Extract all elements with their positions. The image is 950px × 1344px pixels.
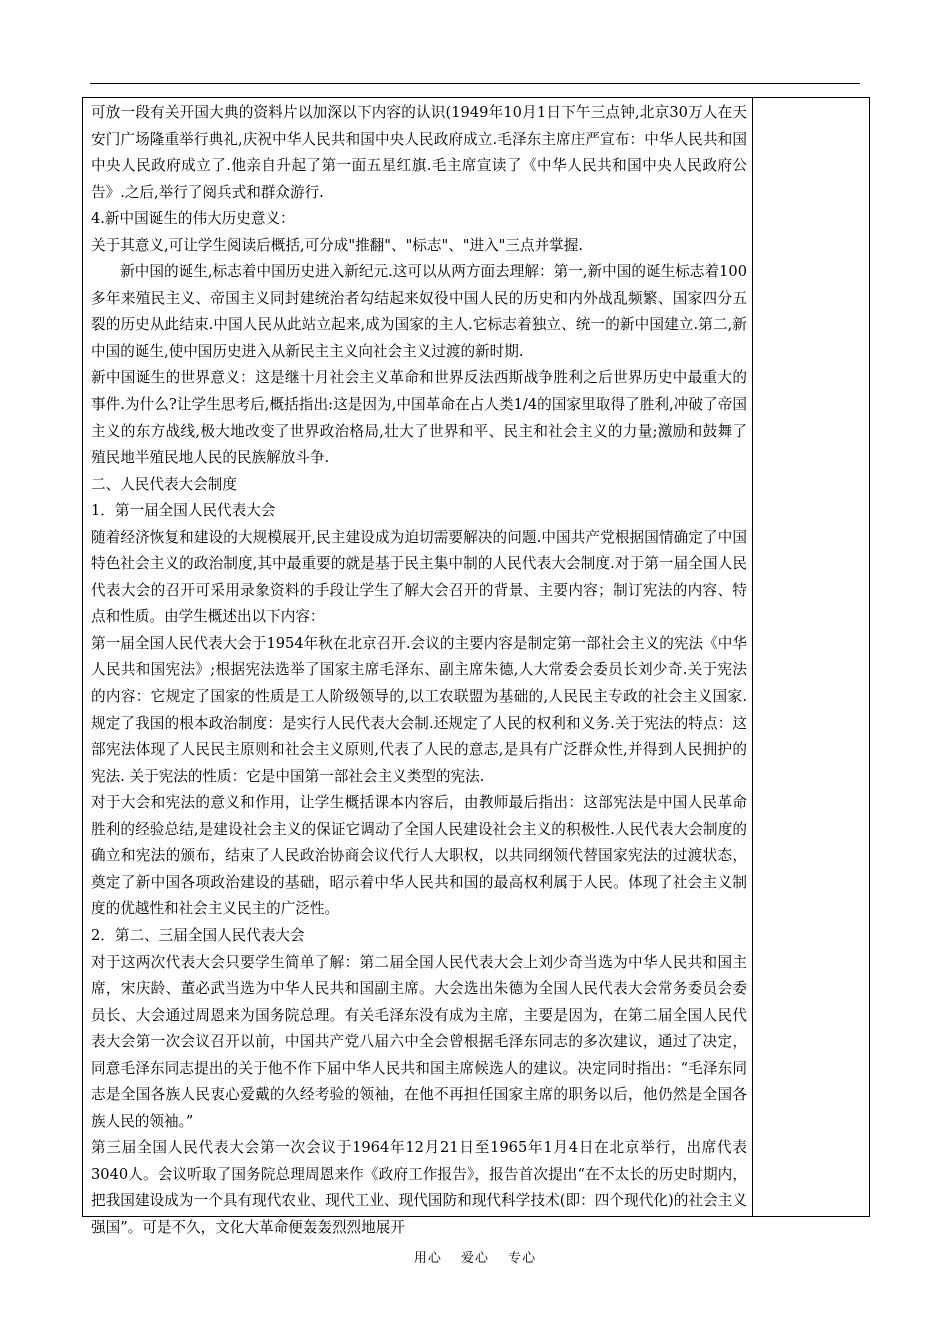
document-table bbox=[82, 97, 870, 1236]
paragraph-first-npc-background: 随着经济恢复和建设的大规模展开,民主建设成为迫切需要解决的问题.中国共产党根据国情确定了中国特色社会主义的政治制度,其中最重要的就是基于民主集中制的人民代表大会制度.对于第一届全国人民代表大会的召开可采用录象资料的手段让学生了解大会召开的背景、主要内容；制订宪法的内容、特点和性质。由学生概述出以下内容： bbox=[91, 528, 747, 626]
paragraph-second-npc: 对于这两次代表大会只要学生简单了解：第二届全国人民代表大会上刘少奇当选为中华人民共和国主席，宋庆龄、董必武当选为中华人民共和国副主席。大会选出朱德为全国人民代表大会常务委员会委员长、大会通过周恩来为国务院总理。有关毛泽东没有成为主席，主要是因为，在第二届全国人民代表大会第一次会议召开以前，中国共产党八届六中全会曾根据毛泽东同志的多次建议，通过了决定，同意毛泽东同志提出的关于他不作下届中华人民共和国主席候选人的建议。决定同时指出：“毛泽东同志是全国各族人民衷心爱戴的久经考验的领袖，在他不再担任国家主席的职务以后，他仍然是全国各族人民的领袖。” bbox=[91, 953, 747, 1130]
heading-second-third-npc: 2．第二、三届全国人民代表大会 bbox=[91, 926, 305, 944]
page-footer: 用心 爱心 专心 bbox=[413, 1251, 537, 1266]
paragraph-world-significance: 新中国诞生的世界意义：这是继十月社会主义革命和世界反法西斯战争胜利之后世界历史中最重大的事件.为什么?让学生思考后,概括指出:这是因为,中国革命在占人类1/4的国家里取得了胜利,冲破了帝国主义的东方战线,极大地改变了世界政治格局,壮大了世界和平、民主和社会主义的力量;激励和鼓舞了殖民地半殖民地人民的民族解放斗争. bbox=[91, 369, 747, 467]
paragraph-new-era: 新中国的诞生,标志着中国历史进入新纪元.这可以从两方面去理解：第一,新中国的诞生标志着100多年来殖民主义、帝国主义同封建统治者勾结起来奴役中国人民的历史和内外战乱频繁、国家四分五裂的历史从此结束.中国人民从此站立起来,成为国家的主人.它标志着独立、统一的新中国建立.第二,新中国的诞生,使中国历史进入从新民主主义向社会主义过渡的新时期. bbox=[91, 263, 747, 360]
paragraph-third-npc: 第三届全国人民代表大会第一次会议于1964年12月21日至1965年1月4日在北京举行，出席代表3040人。会议听取了国务院总理周恩来作《政府工作报告》，报告首次提出“在不太长的历史时期内，把我国建设成为一个具有现代农业、现代工业、现代国防和现代科学技术(即：四个现代化)的社会主义强国”。可是不久，文化大革命便轰轰烈烈地展开 bbox=[91, 1139, 747, 1236]
paragraph-ceremony: 可放一段有关开国大典的资料片以加深以下内容的认识(1949年10月1日下午三点钟,北京30万人在天安门广场隆重举行典礼,庆祝中华人民共和国中央人民政府成立.毛泽东主席庄严宣布：中华人民共和国中央人民政府成立了.他亲自升起了第一面五星红旗.毛主席宣读了《中华人民共和国中央人民政府公告》.之后,举行了阅兵式和群众游行. bbox=[91, 104, 747, 201]
side-column-divider bbox=[752, 98, 753, 1216]
header-rule bbox=[90, 83, 860, 84]
paragraph-significance-intro: 关于其意义,可让学生阅读后概括,可分成"推翻"、"标志"、"进入"三点并掌握. bbox=[91, 236, 584, 254]
main-text-column bbox=[91, 100, 747, 1242]
heading-first-npc: 1．第一届全国人民代表大会 bbox=[91, 502, 276, 520]
paragraph-constitution-meaning: 对于大会和宪法的意义和作用，让学生概括课本内容后，由教师最后指出：这部宪法是中国人民革命胜利的经验总结,是建设社会主义的保证它调动了全国人民建设社会主义的积极性.人民代表大会制度的确立和宪法的颁布，结束了人民政治协商会议代行人大职权，以共同纲领代替国家宪法的过渡状态，奠定了新中国各项政治建设的基础，昭示着中华人民共和国的最高权利属于人民。体现了社会主义制度的优越性和社会主义民主的广泛性。 bbox=[91, 794, 747, 918]
paragraph-first-npc-content: 第一届全国人民代表大会于1954年秋在北京召开.会议的主要内容是制定第一部社会主义的宪法《中华人民共和国宪法》;根据宪法选举了国家主席毛泽东、副主席朱德,人大常委会委员长刘少奇.关于宪法的内容：它规定了国家的性质是工人阶级领导的,以工农联盟为基础的,人民民主专政的社会主义国家.规定了我国的根本政治制度：是实行人民代表大会制.还规定了人民的权利和义务.关于宪法的特点：这部宪法体现了人民民主原则和社会主义原则,代表了人民的意志,是具有广泛群众性,并得到人民拥护的宪法. 关于宪法的性质：它是中国第一部社会主义类型的宪法. bbox=[91, 634, 747, 785]
heading-significance: 4.新中国诞生的伟大历史意义： bbox=[91, 210, 295, 228]
heading-npc-system: 二、人民代表大会制度 bbox=[91, 475, 237, 493]
